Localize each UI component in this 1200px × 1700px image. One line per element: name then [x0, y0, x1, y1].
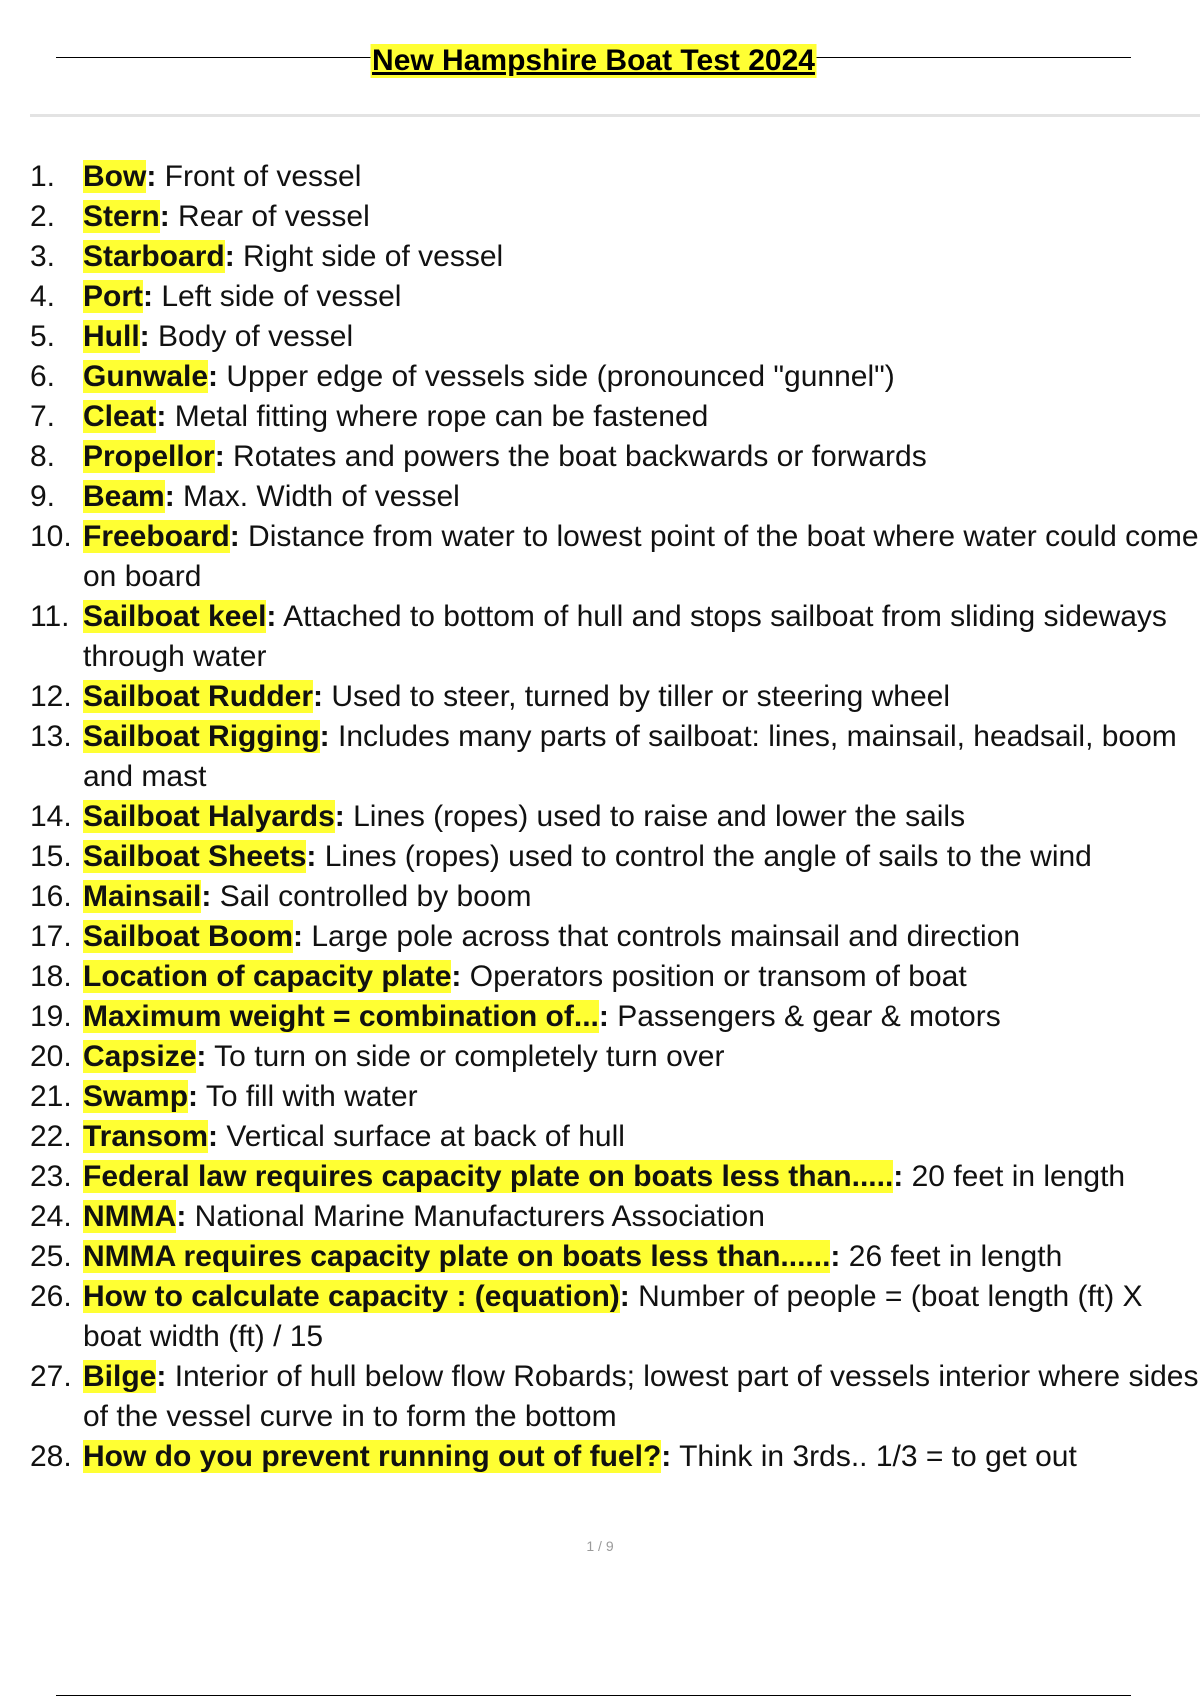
- item-separator: :: [159, 200, 170, 233]
- item-separator: :: [188, 1080, 199, 1113]
- item-separator: :: [598, 1000, 609, 1033]
- item-term: Starboard: [83, 240, 225, 273]
- item-definition: Metal fitting where rope can be fastened: [166, 400, 709, 433]
- item-separator: :: [156, 1360, 167, 1393]
- item-separator: :: [293, 920, 304, 953]
- item-term: Bilge: [83, 1360, 157, 1393]
- list-item: [30, 1197, 1200, 1237]
- item-separator: :: [208, 360, 219, 393]
- item-separator: :: [661, 1440, 672, 1473]
- item-number: 22.: [30, 1120, 72, 1153]
- item-number: 21.: [30, 1080, 72, 1113]
- document-header: [56, 44, 1131, 80]
- list-item: [30, 317, 1200, 357]
- item-separator: :: [208, 1120, 219, 1153]
- item-term: Swamp: [83, 1080, 189, 1113]
- item-separator: :: [229, 520, 240, 553]
- item-separator: :: [196, 1040, 207, 1073]
- list-item: [30, 957, 1200, 997]
- item-separator: :: [451, 960, 462, 993]
- list-item: [30, 717, 1200, 797]
- item-term: Location of capacity plate: [83, 960, 452, 993]
- item-definition: Includes many parts of sailboat: lines, mainsail, headsail, boom and mast: [83, 720, 1177, 793]
- item-term: How do you prevent running out of fuel?: [83, 1440, 662, 1473]
- list-item: [30, 997, 1200, 1037]
- item-separator: :: [176, 1200, 187, 1233]
- item-number: 17.: [30, 920, 72, 953]
- item-number: 25.: [30, 1240, 72, 1273]
- list-item: [30, 357, 1200, 397]
- item-definition: Rotates and powers the boat backwards or forwards: [224, 440, 927, 473]
- list-item: [30, 797, 1200, 837]
- item-term: NMMA: [83, 1200, 177, 1233]
- item-definition: Sail controlled by boom: [211, 880, 532, 913]
- item-definition: Attached to bottom of hull and stops sailboat from sliding sideways through water: [83, 600, 1167, 673]
- item-separator: :: [830, 1240, 841, 1273]
- item-definition: Body of vessel: [149, 320, 354, 353]
- list-item: [30, 1077, 1200, 1117]
- item-term: Stern: [83, 200, 160, 233]
- list-item: [30, 437, 1200, 477]
- item-number: 16.: [30, 880, 72, 913]
- item-number: 9.: [30, 480, 56, 513]
- list-item: [30, 1117, 1200, 1157]
- item-number: 1.: [30, 160, 56, 193]
- item-definition: Lines (ropes) used to raise and lower the sails: [344, 800, 966, 833]
- item-term: Beam: [83, 480, 165, 513]
- item-definition: To fill with water: [198, 1080, 418, 1113]
- item-separator: :: [201, 880, 212, 913]
- item-separator: :: [224, 240, 235, 273]
- list-item: [30, 237, 1200, 277]
- item-separator: :: [306, 840, 317, 873]
- item-definition: Upper edge of vessels side (pronounced "gunnel"): [218, 360, 895, 393]
- item-term: Sailboat Sheets: [83, 840, 307, 873]
- item-number: 2.: [30, 200, 56, 233]
- item-definition: Passengers & gear & motors: [608, 1000, 1001, 1033]
- item-number: 23.: [30, 1160, 72, 1193]
- item-number: 20.: [30, 1040, 72, 1073]
- item-number: 4.: [30, 280, 56, 313]
- item-definition: Think in 3rds.. 1/3 = to get out: [671, 1440, 1077, 1473]
- item-definition: Large pole across that controls mainsail and direction: [303, 920, 1021, 953]
- item-definition: Distance from water to lowest point of the boat where water could come on board: [83, 520, 1199, 593]
- list-item: [30, 1437, 1200, 1477]
- document-title: New Hampshire Boat Test 2024: [372, 44, 815, 77]
- list-item: [30, 597, 1200, 677]
- item-term: Sailboat Halyards: [83, 800, 335, 833]
- list-item: [30, 1277, 1200, 1357]
- item-separator: :: [334, 800, 345, 833]
- item-separator: :: [146, 160, 157, 193]
- item-number: 26.: [30, 1280, 72, 1313]
- item-term: Sailboat Rudder: [83, 680, 314, 713]
- list-item: [30, 1237, 1200, 1277]
- item-number: 13.: [30, 720, 72, 753]
- item-term: Capsize: [83, 1040, 197, 1073]
- item-number: 11.: [30, 600, 70, 633]
- term-list: [30, 157, 1200, 1477]
- item-separator: :: [156, 400, 167, 433]
- item-number: 8.: [30, 440, 56, 473]
- header-divider: [30, 114, 1200, 117]
- list-item: [30, 517, 1200, 597]
- list-item: [30, 277, 1200, 317]
- list-item: [30, 197, 1200, 237]
- item-term: Sailboat Rigging: [83, 720, 320, 753]
- item-separator: :: [214, 440, 225, 473]
- item-term: Bow: [83, 160, 147, 193]
- item-separator: :: [139, 320, 150, 353]
- item-number: 7.: [30, 400, 56, 433]
- item-term: How to calculate capacity : (equation): [83, 1280, 620, 1313]
- item-number: 24.: [30, 1200, 72, 1233]
- item-number: 6.: [30, 360, 56, 393]
- item-term: Cleat: [83, 400, 157, 433]
- list-item: [30, 677, 1200, 717]
- item-separator: :: [893, 1160, 904, 1193]
- item-definition: Used to steer, turned by tiller or steering wheel: [323, 680, 951, 713]
- item-number: 10.: [30, 520, 72, 553]
- item-term: Transom: [83, 1120, 209, 1153]
- item-definition: To turn on side or completely turn over: [206, 1040, 725, 1073]
- item-definition: Right side of vessel: [234, 240, 504, 273]
- list-item: [30, 1037, 1200, 1077]
- list-item: [30, 837, 1200, 877]
- list-item: [30, 1157, 1200, 1197]
- item-separator: :: [266, 600, 277, 633]
- item-definition: Operators position or transom of boat: [461, 960, 967, 993]
- page-indicator: 1 / 9: [586, 1538, 614, 1554]
- item-separator: :: [164, 480, 175, 513]
- item-definition: Vertical surface at back of hull: [218, 1120, 625, 1153]
- list-item: [30, 477, 1200, 517]
- item-separator: :: [319, 720, 330, 753]
- item-number: 18.: [30, 960, 72, 993]
- list-item: [30, 877, 1200, 917]
- item-definition: National Marine Manufacturers Association: [186, 1200, 765, 1233]
- item-separator: :: [313, 680, 324, 713]
- list-item: [30, 917, 1200, 957]
- footer-rule: [56, 1695, 1131, 1696]
- item-term: Maximum weight = combination of...: [83, 1000, 599, 1033]
- list-item: [30, 397, 1200, 437]
- item-definition: Interior of hull below flow Robards; lowest part of vessels interior where sides of the vessel curve in to form the bottom: [83, 1360, 1199, 1433]
- item-term: Federal law requires capacity plate on boats less than.....: [83, 1160, 894, 1193]
- list-item: [30, 1357, 1200, 1437]
- item-term: Propellor: [83, 440, 215, 473]
- item-definition: Left side of vessel: [153, 280, 402, 313]
- item-definition: Number of people = (boat length (ft) X boat width (ft) / 15: [83, 1280, 1143, 1353]
- item-definition: Lines (ropes) used to control the angle of sails to the wind: [316, 840, 1092, 873]
- item-definition: 26 feet in length: [840, 1240, 1063, 1273]
- item-term: NMMA requires capacity plate on boats less than......: [83, 1240, 831, 1273]
- item-number: 12.: [30, 680, 72, 713]
- item-term: Mainsail: [83, 880, 202, 913]
- item-term: Port: [83, 280, 143, 313]
- list-item: [30, 157, 1200, 197]
- item-separator: :: [619, 1280, 630, 1313]
- item-term: Hull: [83, 320, 140, 353]
- item-definition: Front of vessel: [156, 160, 362, 193]
- item-definition: Rear of vessel: [169, 200, 370, 233]
- item-number: 14.: [30, 800, 72, 833]
- item-number: 15.: [30, 840, 72, 873]
- item-number: 28.: [30, 1440, 72, 1473]
- item-definition: 20 feet in length: [903, 1160, 1126, 1193]
- item-definition: Max. Width of vessel: [174, 480, 460, 513]
- item-number: 19.: [30, 1000, 72, 1033]
- item-separator: :: [143, 280, 153, 313]
- item-number: 5.: [30, 320, 56, 353]
- item-term: Freeboard: [83, 520, 230, 553]
- item-number: 3.: [30, 240, 56, 273]
- item-term: Sailboat keel: [83, 600, 267, 633]
- item-term: Sailboat Boom: [83, 920, 294, 953]
- item-term: Gunwale: [83, 360, 209, 393]
- item-number: 27.: [30, 1360, 72, 1393]
